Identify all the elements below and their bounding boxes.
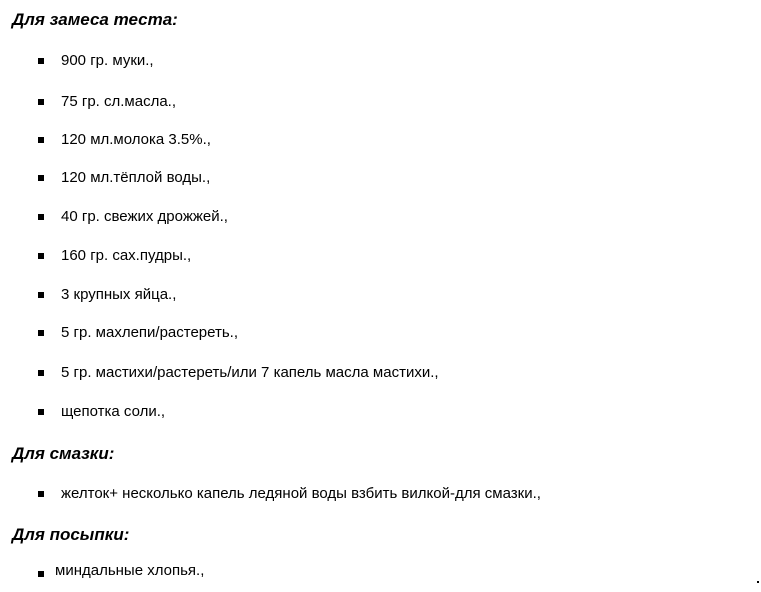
list-item-text: миндальные хлопья., — [55, 562, 205, 579]
section-heading-topping: Для посыпки: — [12, 525, 130, 544]
list-item-text: щепотка соли., — [61, 403, 166, 420]
bullet-icon — [38, 370, 44, 376]
list-item-text: 3 крупных яйца., — [61, 286, 177, 303]
section-heading-glaze: Для смазки: — [12, 444, 115, 463]
bullet-icon — [38, 491, 44, 497]
list-item-text: 75 гр. сл.масла., — [61, 93, 177, 110]
list-item-text: 120 мл.молока 3.5%., — [61, 131, 211, 148]
stray-dot — [757, 581, 759, 583]
list-item-text: 5 гр. мастихи/растереть/или 7 капель масла мастихи., — [61, 364, 439, 381]
list-item-text: 160 гр. сах.пудры., — [61, 247, 192, 264]
bullet-icon — [38, 571, 44, 577]
bullet-icon — [38, 175, 44, 181]
list-item-text: 40 гр. свежих дрожжей., — [61, 208, 228, 225]
section-heading-dough: Для замеса теста: — [12, 10, 178, 29]
bullet-icon — [38, 292, 44, 298]
list-item-text: желток+ несколько капель ледяной воды взбить вилкой-для смазки., — [61, 485, 541, 502]
bullet-icon — [38, 99, 44, 105]
bullet-icon — [38, 330, 44, 336]
list-item-text: 120 мл.тёплой воды., — [61, 169, 211, 186]
bullet-icon — [38, 214, 44, 220]
list-item-text: 5 гр. махлепи/растереть., — [61, 324, 239, 341]
list-item-text: 900 гр. муки., — [61, 52, 154, 69]
bullet-icon — [38, 409, 44, 415]
bullet-icon — [38, 58, 44, 64]
bullet-icon — [38, 137, 44, 143]
bullet-icon — [38, 253, 44, 259]
